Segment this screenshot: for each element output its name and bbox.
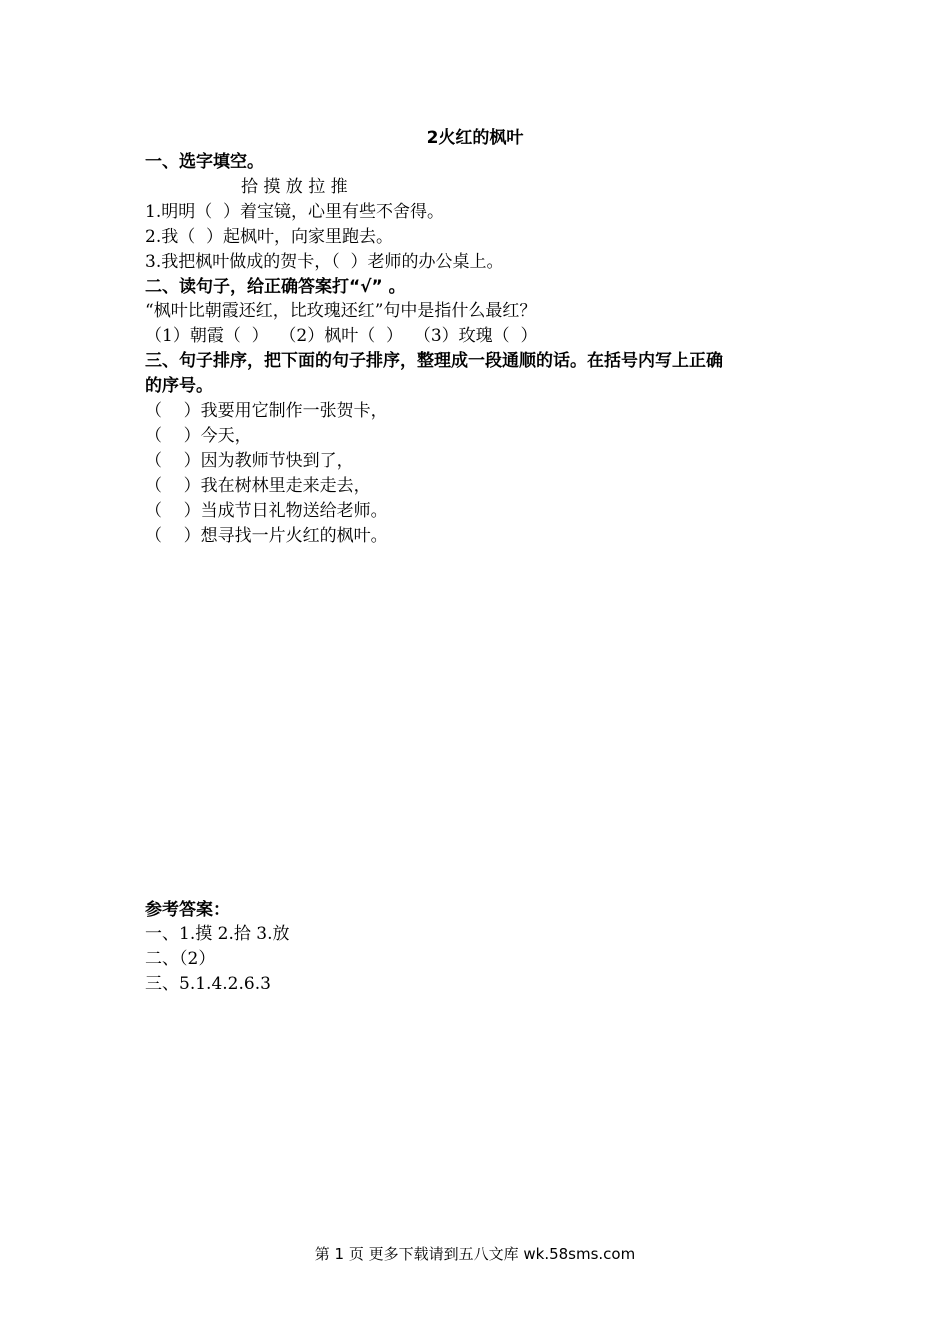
word-bank: 拾 摸 放 拉 推	[241, 177, 348, 197]
page-title: 2火红的枫叶	[426, 128, 524, 148]
section3-heading-line1: 三、句子排序，把下面的句子排序，整理成一段通顺的话。在括号内写上正确	[145, 351, 723, 371]
section3-item-6: （ ）想寻找一片火红的枫叶。	[145, 526, 388, 546]
section3-item-2: （ ）今天，	[145, 426, 252, 446]
answer-item-2: 二、（2）	[145, 949, 216, 969]
answers-heading: 参考答案：	[145, 900, 230, 920]
section3-item-1: （ ）我要用它制作一张贺卡，	[145, 401, 388, 421]
section1-item-3: 3.我把枫叶做成的贺卡，（ ）老师的办公桌上。	[145, 252, 504, 272]
section3-item-3: （ ）因为教师节快到了，	[145, 451, 354, 471]
section3-item-4: （ ）我在树林里走来走去，	[145, 476, 371, 496]
section1-item-2: 2.我（ ）起枫叶，向家里跑去。	[145, 227, 394, 247]
section1-item-1: 1.明明（ ）着宝镜，心里有些不舍得。	[145, 202, 445, 222]
answer-item-1: 一、1.摸 2.拾 3.放	[145, 924, 290, 944]
section1-heading: 一、选字填空。	[145, 152, 264, 172]
section2-heading: 二、读句子，给正确答案打“√” 。	[145, 277, 406, 297]
section3-heading-line2: 的序号。	[145, 376, 213, 396]
page-footer: 第 1 页 更多下载请到五八文库 wk.58sms.com	[314, 1245, 636, 1263]
answer-item-3: 三、5.1.4.2.6.3	[145, 974, 271, 994]
section2-question: “枫叶比朝霞还红，比玫瑰还红”句中是指什么最红？	[145, 301, 537, 321]
section3-item-5: （ ）当成节日礼物送给老师。	[145, 501, 388, 521]
section2-options: （1）朝霞（ ） （2）枫叶（ ） （3）玫瑰（ ）	[145, 326, 538, 346]
